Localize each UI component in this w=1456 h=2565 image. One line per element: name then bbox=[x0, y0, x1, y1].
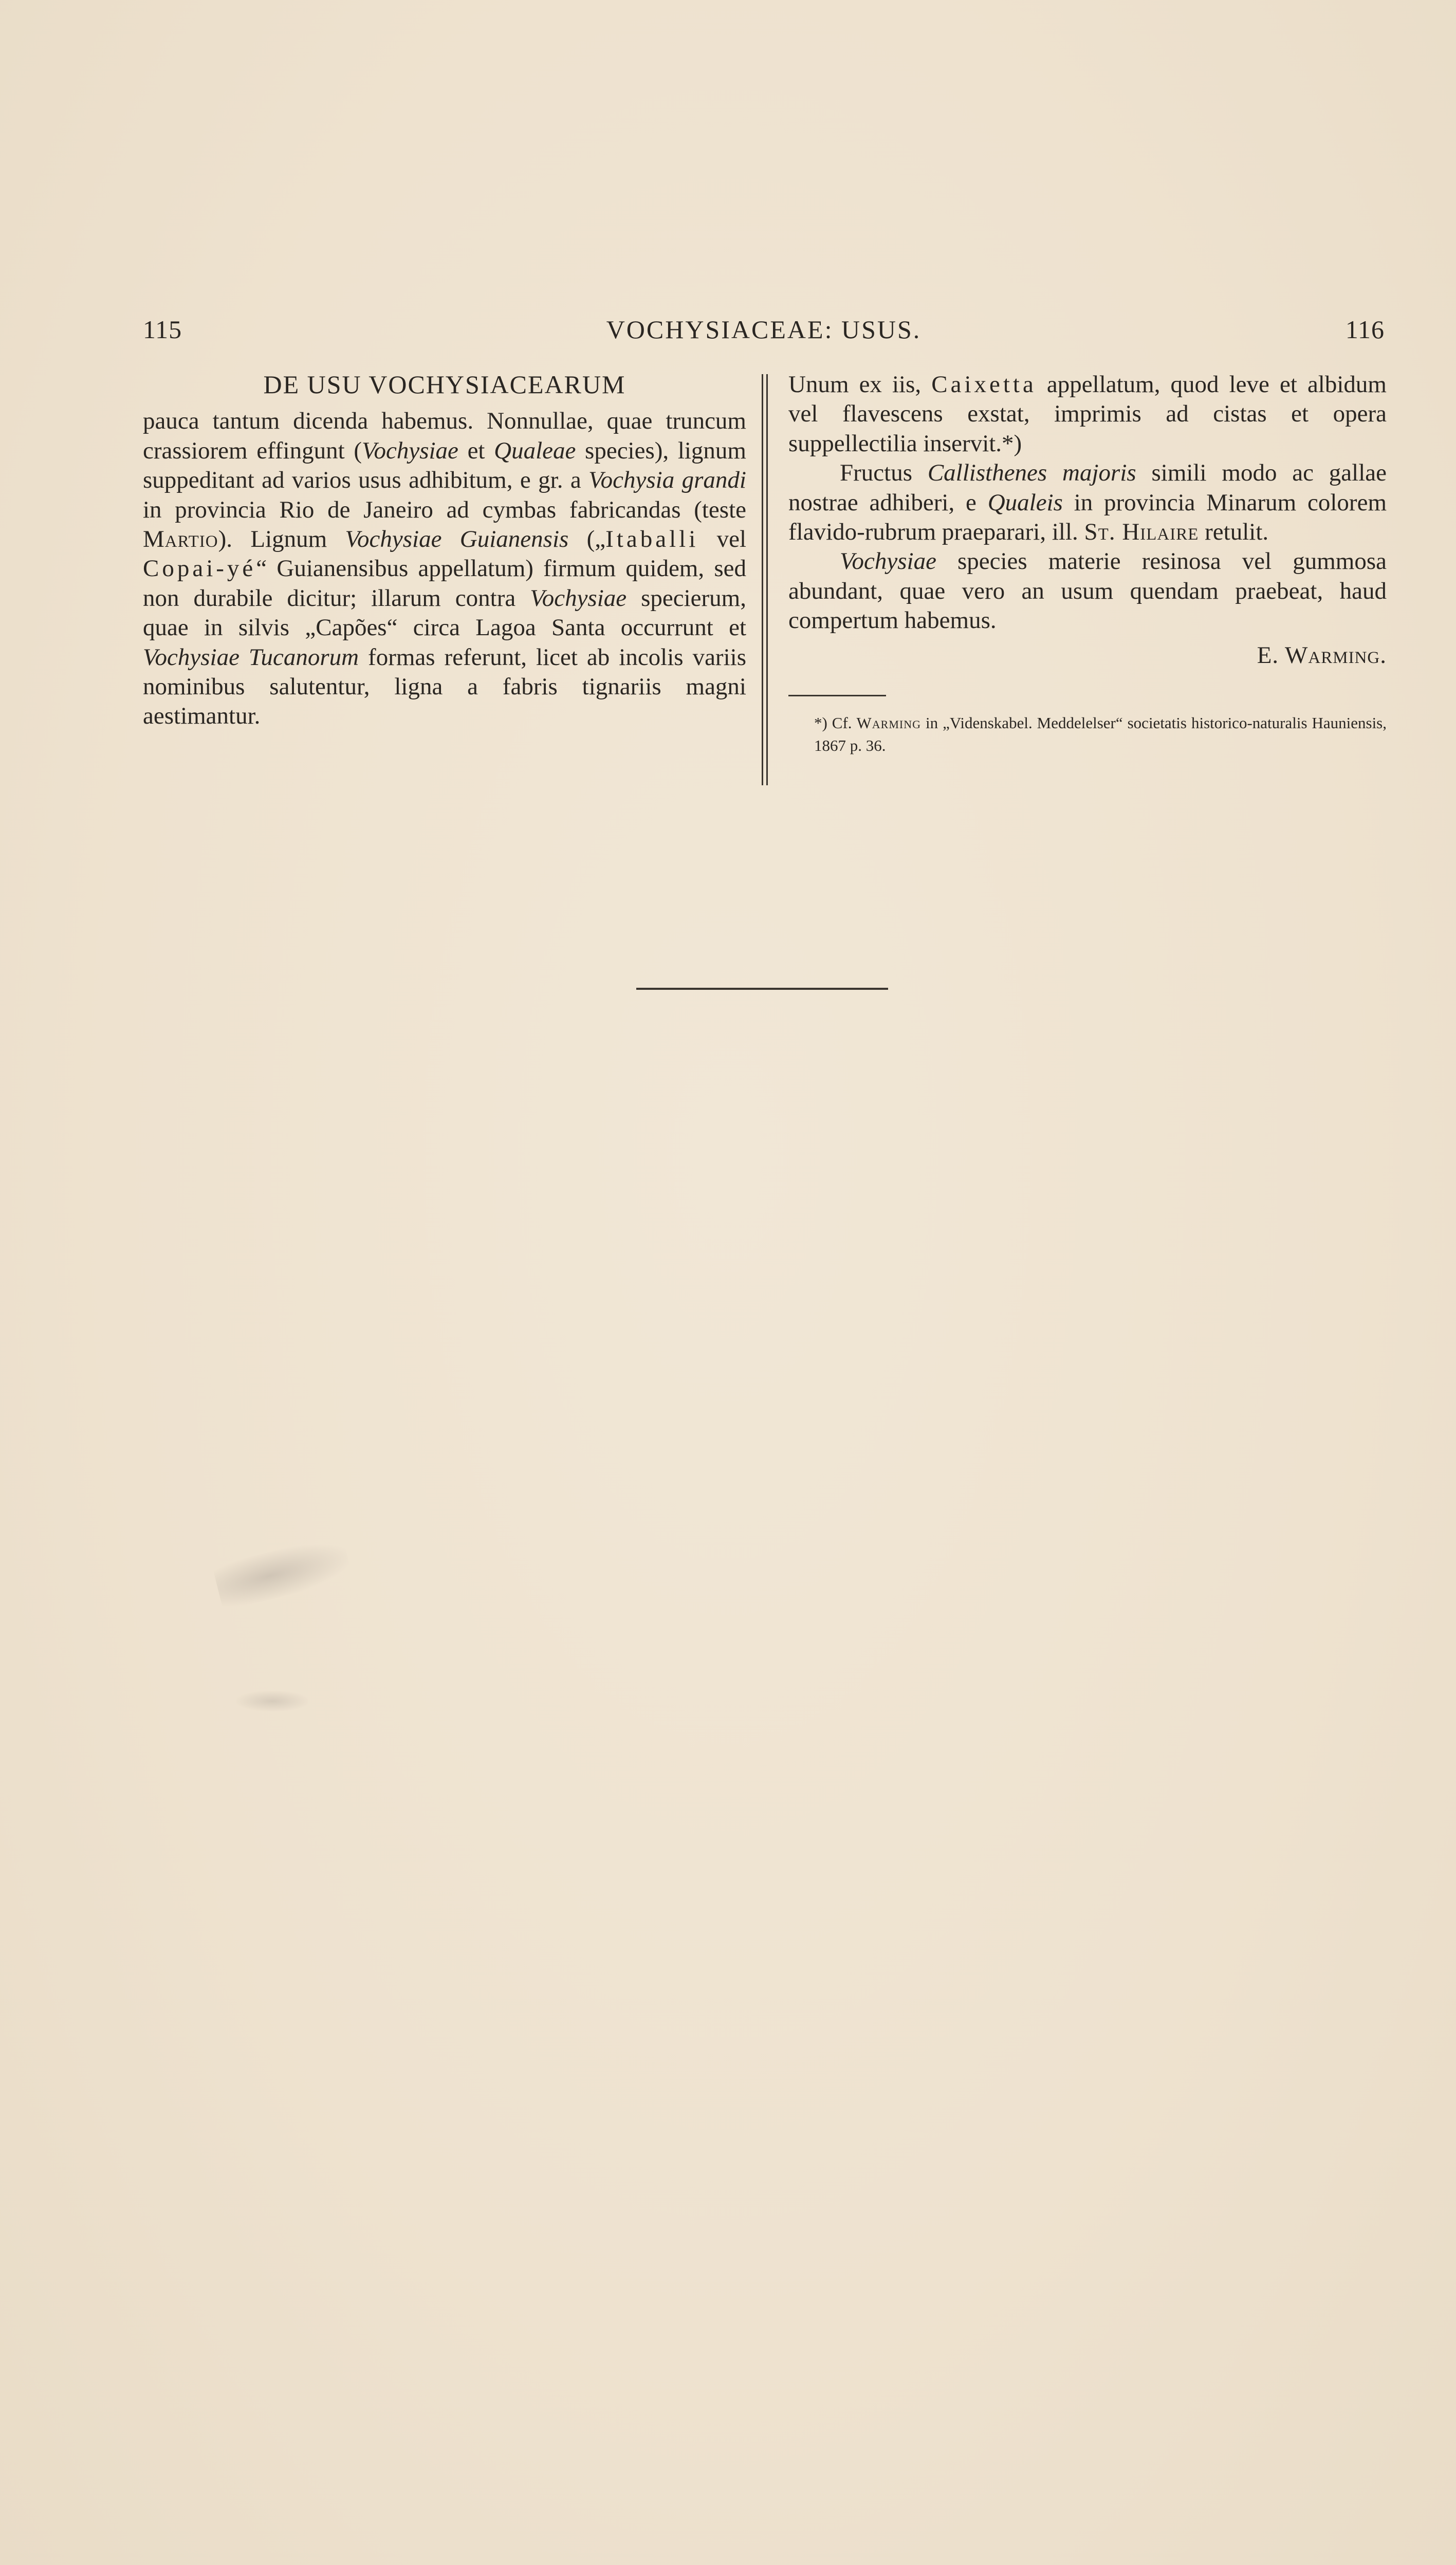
running-title: VOCHYSIACEAE: USUS. bbox=[606, 315, 921, 344]
left-paragraph bbox=[143, 407, 746, 731]
text-segment: Vochysiae bbox=[530, 584, 627, 612]
page-number-right: 116 bbox=[1345, 315, 1385, 344]
text-segment: “ Guianensibus appellatum) firmum quidem, sed non durabile dicitur; illarum contra bbox=[143, 555, 746, 612]
text-segment: Caixetta bbox=[931, 371, 1037, 398]
text-segment: species), lignum suppeditant ad varios usus adhibitum, e gr. a bbox=[143, 437, 746, 494]
footnote-rule bbox=[788, 695, 886, 696]
text-segment: Vochysiae bbox=[840, 548, 936, 575]
text-segment: *) Cf. bbox=[814, 714, 857, 732]
end-rule bbox=[636, 988, 888, 990]
text-segment: in provincia Rio de Janeiro ad cymbas fabricandas (teste bbox=[143, 496, 746, 523]
right-paragraph-2 bbox=[788, 458, 1387, 547]
text-segment: Qualeis bbox=[987, 489, 1063, 516]
text-segment: in „Videnskabel. Meddelelser“ societatis historico-naturalis Hauniensis, 1867 p. 36. bbox=[814, 714, 1387, 755]
right-column bbox=[788, 370, 1387, 757]
page-number-left: 115 bbox=[143, 315, 182, 344]
text-segment: specierum, quae in silvis „Capões“ circa Lagoa Santa occurrunt et bbox=[143, 584, 746, 641]
text-segment: Martio bbox=[143, 526, 218, 553]
text-segment: simili modo ac gallae nostrae adhiberi, e bbox=[788, 459, 1387, 516]
text-segment: ). Lignum bbox=[218, 526, 345, 553]
column-divider bbox=[762, 374, 768, 785]
right-paragraph-3 bbox=[788, 547, 1387, 635]
paper-stain-small bbox=[236, 1691, 308, 1711]
footnote bbox=[788, 712, 1387, 757]
text-segment: Vochysia grandi bbox=[588, 467, 746, 494]
text-segment: appellatum, quod leve et albidum vel flavescens exstat, imprimis ad cistas et opera suppellectilia inservit.*) bbox=[788, 371, 1387, 457]
right-paragraph-1 bbox=[788, 370, 1387, 458]
text-segment: Fructus bbox=[840, 459, 928, 487]
text-segment: species materie resinosa vel gummosa abundant, quae vero an usum quendam praebeat, haud compertum habemus. bbox=[788, 548, 1387, 634]
text-segment: pauca tantum dicenda habemus. Nonnullae, quae truncum crassiorem effingunt ( bbox=[143, 408, 746, 464]
text-segment: formas referunt, licet ab incolis variis nominibus salutentur, ligna a fabris tignariis magni aestimantur. bbox=[143, 643, 746, 730]
text-segment: Callisthenes majoris bbox=[927, 459, 1136, 487]
text-segment: Vochysiae Guianensis bbox=[345, 526, 569, 553]
text-segment: vel bbox=[698, 526, 746, 553]
text-segment: Unum ex iis, bbox=[788, 371, 932, 398]
text-segment: Copai-yé bbox=[143, 555, 256, 582]
text-segment: in provincia Minarum colorem flavido-rubrum praeparari, ill. bbox=[788, 489, 1387, 546]
text-segment: et bbox=[458, 437, 494, 464]
paper-stain bbox=[212, 1534, 353, 1611]
text-segment: Itaballi bbox=[605, 526, 699, 553]
section-title: DE USU VOCHYSIACEARUM bbox=[263, 370, 626, 399]
author-signature: E. Warming. bbox=[1257, 641, 1387, 669]
text-segment: („ bbox=[568, 526, 606, 553]
text-segment: Vochysiae Tucanorum bbox=[143, 643, 359, 671]
text-segment: Qualeae bbox=[494, 437, 576, 464]
text-segment: retulit. bbox=[1199, 519, 1269, 546]
text-segment: Warming bbox=[856, 714, 921, 732]
page-header bbox=[143, 315, 1385, 350]
left-column bbox=[143, 370, 746, 731]
text-segment: Vochysiae bbox=[361, 437, 458, 464]
text-segment: St. Hilaire bbox=[1084, 519, 1199, 546]
